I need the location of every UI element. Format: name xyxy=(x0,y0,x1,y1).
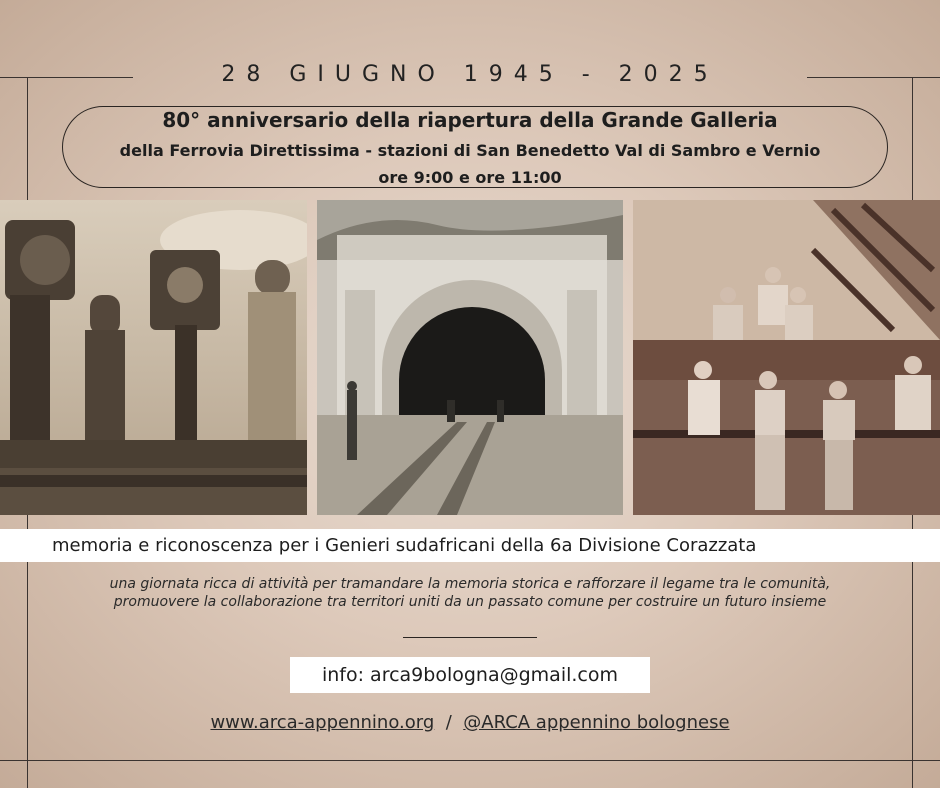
dedication-band xyxy=(0,529,940,562)
frame-line-bottom xyxy=(0,760,940,761)
soldiers-machinery-photo xyxy=(0,200,307,515)
tunnel-portal-photo xyxy=(317,200,623,515)
event-date: 28 GIUGNO 1945 - 2025 xyxy=(221,62,719,87)
separator-line xyxy=(403,637,537,638)
dedication-text: memoria e riconoscenza per i Genieri sudafricani della 6a Divisione Corazzata xyxy=(52,535,757,556)
description-line-2: promuovere la collaborazione tra territori uniti da un passato comune per costruire un futuro insieme xyxy=(113,594,827,610)
links-separator: / xyxy=(445,712,452,733)
website-link[interactable]: www.arca-appennino.org xyxy=(210,712,435,733)
social-link[interactable]: @ARCA appennino bolognese xyxy=(463,712,730,733)
frame-line-top-right xyxy=(807,77,940,78)
event-description xyxy=(0,575,940,611)
event-title: 80° anniversario della riapertura della Grande Galleria xyxy=(162,108,778,132)
description-line-1: una giornata ricca di attività per tramandare la memoria storica e rafforzare il legame tra le comunità, xyxy=(109,576,831,592)
engineers-group-photo xyxy=(633,200,940,515)
event-times: ore 9:00 e ore 11:00 xyxy=(378,168,562,187)
contact-links xyxy=(0,712,940,733)
contact-info-box: info: arca9bologna@gmail.com xyxy=(290,657,650,693)
frame-line-top-left xyxy=(0,77,133,78)
event-subtitle: della Ferrovia Direttissima - stazioni di San Benedetto Val di Sambro e Vernio xyxy=(119,141,821,160)
